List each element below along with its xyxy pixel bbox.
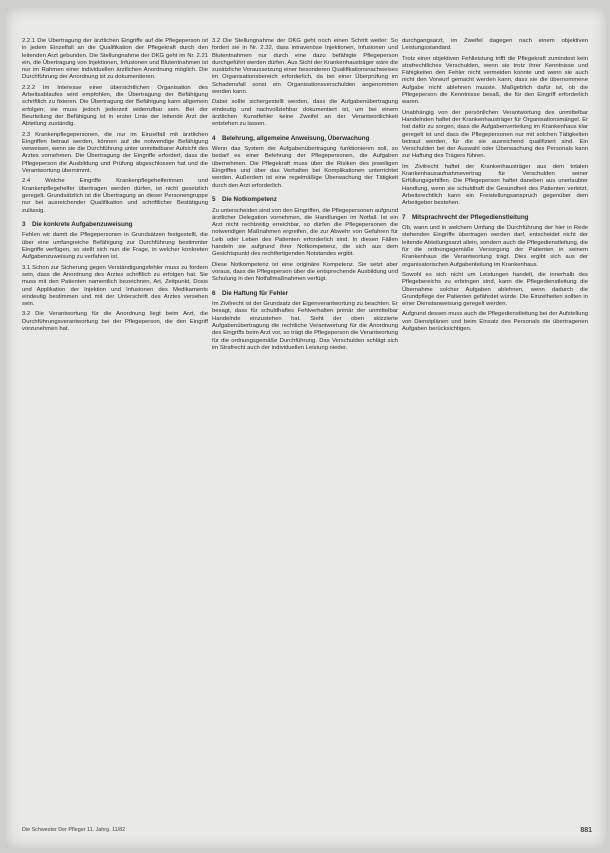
paragraph: Diese Notkompetenz ist eine originäre Kompetenz. Sie setzt aber voraus, dass die Pflegeperson über die entsprechende Ausbildung und Schulung in den Notfallmaßnahmen verfügt. — [212, 261, 398, 283]
section-heading — [212, 135, 398, 143]
text-column-3 — [402, 38, 588, 818]
paragraph: Unabhängig von der persönlichen Verantwortung des unmittelbar Handelnden haftet der Krankenhausträger für Organisationsmängel. Er hat dafür zu sorgen, dass die Aufgabenverteilung im Krankenhaus klar geregelt ist und dass die Pflegepersonen nur mit solchen Tätigkeiten betraut werden, für die sie ausreichend qualifiziert sind. Ein Verschulden bei der Auswahl oder Überwachung des Personals kann zur Haftung des Trägers führen. — [402, 109, 588, 160]
page-number: 881 — [580, 827, 592, 834]
paragraph: 3.2 Die Verantwortung für die Anordnung liegt beim Arzt, die Durchführungsverantwortung bei der Pflegeperson, die den Eingriff vorzunehmen hat. — [22, 311, 208, 332]
section-number: 5 — [212, 195, 216, 203]
section-heading — [212, 290, 398, 298]
section-title: Belehrung, allgemeine Anweisung, Überwachung — [222, 134, 370, 142]
paragraph: Fehlen wir damit die Pflegepersonen in Grundsätzen festgestellt, die über eine umfangreiche Befähigung zur Durchführung bestimmter Eingriffe verfügen, so stellt sich nun die Frage, in welcher konkreten Aufgabenzuweisung zu verfahren ist. — [22, 232, 208, 261]
paragraph: Zu unterscheiden sind von den Eingriffen, die Pflegepersonen aufgrund ärztlicher Delegation vornehmen, die Handlungen im Notfall. Ist ein Arzt nicht rechtzeitig erreichbar, so dürfen die Pflegepersonen die notwendigen Maßnahmen ergreifen, die zur Abwehr von Gefahren für Leib oder Leben des Patienten erforderlich sind. In diesen Fällen handeln sie aufgrund ihrer Notkompetenz, die sich aus dem Gesichtspunkt des rechtfertigenden Notstandes ergibt. — [212, 207, 398, 258]
section-title: Die Haftung für Fehler — [222, 289, 289, 297]
section-title: Die Notkompetenz — [222, 195, 277, 203]
section-number: 6 — [212, 289, 216, 297]
text-column-2 — [212, 38, 398, 818]
section-heading — [402, 214, 588, 222]
paragraph: 2.3 Krankenpflegepersonen, die nur im Einzelfall mit ärztlichen Eingriffen betraut werden, können auf die notwendige Befähigung verweisen, wenn sie die Durchführung unter unmittelbarer Aufsicht des Arztes vornehmen. Die Übertragung der Eingriffe erfordert, dass die Pflegeperson die Ausbildung und Prüfung abgeschlossen hat und die Verantwortung übernimmt. — [22, 131, 208, 175]
paragraph: Ob, wann und in welchem Umfang die Durchführung der hier in Rede stehenden Eingriffe übertragen werden darf, entscheidet nicht der leitende Abteilungsarzt allein, sondern auch die Pflegedienstleitung, die für die ordnungsgemäße Versorgung der Patienten in seinem Krankenhaus die Verantwortung trägt. Dies ergibt sich aus der organisatorischen Aufgabenteilung im Krankenhaus. — [402, 225, 588, 268]
paragraph: 2.2.2 Im Interesse einer übersichtlichen Organisation des Arbeitsablaufes wird empfohlen, die Übertragung der Befähigung schriftlich zu fixieren. Die Übertragung der Befähigung kann allgemein erfolgen; sie muss jedoch jederzeit widerrufbar sein. Bei der Beurteilung der Befähigung ist in erster Linie der leitende Arzt der Abteilung zuständig. — [22, 84, 208, 128]
paragraph: Im Zivilrecht ist der Grundsatz der Eigenverantwortung zu beachten. Er besagt, dass für schuldhaftes Fehlverhalten primär der unmittelbar Handelnde einzustehen hat. Sieht der oben skizzierte Aufgabenübertragung die rechtliche Verantwortung für die Anordnung des Eingriffs beim Arzt vor, so trägt die Pflegeperson die Verantwortung für die ordnungsgemäße Durchführung. Das Verschulden schlägt sich im Strafrecht auch der individuellen Leistung nieder. — [212, 301, 398, 351]
document-page — [6, 8, 606, 848]
section-number: 7 — [402, 213, 406, 221]
text-column-1 — [22, 38, 208, 818]
paragraph: 2.4 Welche Eingriffe Krankenpflegehelferinnen und Krankenpflegehelfer übertragen werden dürfen, ist nicht gesetzlich geregelt. Grundsätzlich ist die Übertragung an dieser Personengruppe nur bei ausreichender Qualifikation und schriftlicher Bestätigung zulässig. — [22, 178, 208, 214]
paragraph: 3.2 Die Stellungnahme der DKG geht noch einen Schritt weiter: So fordert sie in Nr. 2.32, dass intravenöse Injektionen, Infusionen und Blutentnahmen nur durch eine dazu befähigte Pflegeperson durchgeführt werden dürfen. Aus Sicht der Krankenhausträger wäre die zusätzliche Voraussetzung einer besonderen Qualifikationsnachweises im Organisationsbereich erforderlich, da bei einer Überprüfung im Schadensfall sonst ein Organisationsverschulden angenommen werden kann. — [212, 38, 398, 96]
paragraph: durchgangsarzt, im Zweifel dagegen nach einem objektiven Leistungsstandard. — [402, 38, 588, 52]
paragraph: Sowohl es sich nicht um Leistungen handelt, die innerhalb des Pflegebereichs zu erbringen sind, kann die Pflegedienstleitung die Übernahme solcher Aufgaben ablehnen, wenn dadurch die Grundpflege der Patienten gefährdet würde. Die Einzelheiten sollten in einer Dienstanweisung geregelt werden. — [402, 271, 588, 308]
paragraph: 3.1 Schon zur Sicherung gegen Verständigungsfehler muss zu fordern sein, dass die Anordnung des Arztes schriftlich zu erfolgen hat. Sie muss mit den Patienten namentlich bezeichnen, Art, Zeitpunkt, Dosis und Applikation der Injektion und Infusionen des Medikaments eindeutig bestimmen und mit der Unterschrift des Arztes versehen sein. — [22, 264, 208, 308]
page-footer — [22, 827, 592, 834]
journal-citation: Die Schwester Der Pfleger 11. Jahrg. 11/82 — [22, 827, 126, 833]
paragraph: Aufgrund dessen muss auch die Pflegedienstleitung bei der Aufstellung von Dienstplänen und beim Einsatz des Personals die übertragenen Aufgaben berücksichtigen. — [402, 311, 588, 332]
section-number: 3 — [22, 220, 26, 228]
paragraph: Dabei sollte sichergestellt werden, dass die Aufgabenübertragung eindeutig und nachvollziehbar dokumentiert ist, um bei einem ärztlichen Kunstfehler keine Zweifel an der Verantwortlichkeit entstehen zu lassen. — [212, 99, 398, 128]
section-heading — [22, 221, 208, 229]
section-heading — [212, 196, 398, 204]
paragraph: Im Zivilrecht haftet der Krankenhausträger aus dem totalen Krankenhausaufnahmevertrag für Verschulden seiner Erfüllungsgehilfen. Die Pflegeperson haftet daneben aus unerlaubter Handlung, wenn sie schuldhaft die Gesundheit des Patienten verletzt. Arbeitsrechtlich kann ein Freistellungsanspruch gegenüber dem Arbeitgeber bestehen. — [402, 163, 588, 207]
paragraph: Trotz einer objektiven Fehlleistung trifft die Pflegekraft zumindest kein strafrechtliches Verschulden, wenn sie trotz ihrer Kenntnisse und Fähigkeiten den Fehler nicht vermeiden konnte und wenn sie auch nicht den Vorwurf gemacht werden kann, dass sie die übernommene Aufgabe nicht ablehnen musste. Maßgeblich dafür ist, ob die Pflegeperson die Kenntnisse besaß, die für den Eingriff erforderlich waren. — [402, 55, 588, 106]
section-number: 4 — [212, 134, 216, 142]
section-title: Mitsprachrecht der Pflegedienstleitung — [412, 213, 529, 221]
section-title: Die konkrete Aufgabenzuweisung — [32, 220, 133, 228]
paragraph: 2.2.1 Die Übertragung der ärztlichen Eingriffe auf die Pflegeperson ist in jedem Einzelfall an die Qualifikation der Pflegekraft durch den leitenden Arzt gebunden. Die Stellungnahme der DKG geht im Nr. 2.21 ein, die Übertragung von Injektionen, Infusionen und Blutentnahmen ist nur im Rahmen einer individuellen ärztlichen Anordnung möglich. Die Durchführung der Anordnung ist zu dokumentieren. — [22, 38, 208, 81]
paragraph: Wenn das System der Aufgabenübertragung funktionieren soll, so bedarf es einer Belehrung der Pflegepersonen, die Aufgaben übernehmen. Die Pflegekraft muss über die Risiken des jeweiligen Eingriffes und über das Verhalten bei Komplikationen unterrichtet werden. Außerdem ist eine regelmäßige Überwachung der Tätigkeit durch den Arzt erforderlich. — [212, 146, 398, 189]
